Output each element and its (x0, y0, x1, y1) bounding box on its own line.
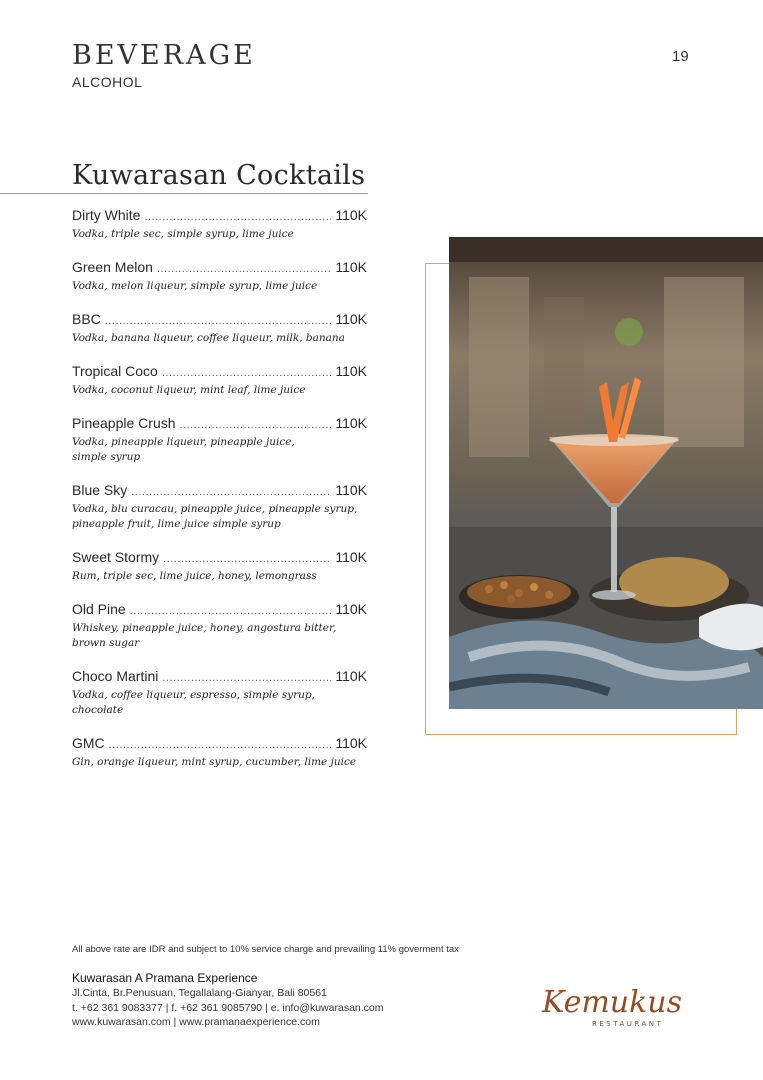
menu-category-subtitle: ALCOHOL (72, 74, 143, 90)
menu-item (72, 549, 367, 584)
menu-category-title: BEVERAGE (72, 40, 256, 71)
menu-item-line (72, 668, 367, 687)
menu-item-ingredients: pineapple fruit, lime juice simple syrup (72, 518, 281, 530)
menu-item-ingredients: chocolate (72, 704, 124, 716)
menu-item-price: 110K (335, 482, 367, 498)
menu-item-line (72, 549, 367, 568)
menu-item-line (72, 415, 367, 434)
dot-leader (109, 737, 332, 754)
menu-item-price: 110K (335, 207, 367, 223)
menu-item-ingredients: Vodka, blu curacau, pineapple juice, pineapple syrup, (72, 503, 358, 515)
section-title: Kuwarasan Cocktails (72, 160, 366, 191)
menu-item-price: 110K (335, 668, 367, 684)
menu-item (72, 207, 367, 242)
menu-item-name: Tropical Coco (72, 363, 158, 379)
menu-item-name: Choco Martini (72, 668, 159, 684)
menu-item-name: Old Pine (72, 601, 126, 617)
menu-item-price: 110K (335, 259, 367, 275)
menu-item-price: 110K (335, 601, 367, 617)
dot-leader (180, 417, 332, 434)
menu-item-ingredients: Vodka, coffee liqueur, espresso, simple syrup, (72, 689, 315, 701)
contact-text: t. +62 361 9083377 | f. +62 361 9085790 | e. info@kuwarasan.com (72, 1002, 384, 1014)
menu-item-ingredients: Vodka, coconut liqueur, mint leaf, lime juice (72, 384, 306, 396)
menu-item-price: 110K (335, 311, 367, 327)
dot-leader (131, 484, 331, 501)
logo-wordmark: Kemukus (542, 985, 683, 1020)
dot-leader (157, 261, 331, 278)
menu-item (72, 415, 367, 465)
menu-item-line (72, 259, 367, 278)
menu-item-line (72, 601, 367, 620)
menu-item-name: Sweet Stormy (72, 549, 160, 565)
menu-item (72, 601, 367, 651)
menu-item-price: 110K (335, 549, 367, 565)
menu-item-price: 110K (335, 363, 367, 379)
section-divider (0, 193, 368, 194)
menu-item-ingredients: Vodka, melon liqueur, simple syrup, lime juice (72, 280, 318, 292)
dot-leader (144, 209, 331, 226)
menu-item-name: BBC (72, 311, 101, 327)
menu-item-name: Pineapple Crush (72, 415, 176, 431)
cocktail-menu-list (72, 207, 367, 787)
company-name: Kuwarasan A Pramana Experience (72, 971, 258, 985)
dot-leader (163, 551, 331, 568)
address-text: Jl.Cinta, Br.Penusuan, Tegallalang-Gianyar, Bali 80561 (72, 987, 327, 999)
menu-item-ingredients: Vodka, triple sec, simple syrup, lime juice (72, 228, 294, 240)
menu-item (72, 363, 367, 398)
logo-tagline: RESTAURANT (592, 1020, 664, 1028)
menu-item (72, 482, 367, 532)
menu-item-line (72, 311, 367, 330)
menu-item-line (72, 207, 367, 226)
kemukus-logo (540, 978, 700, 1034)
menu-item-name: Blue Sky (72, 482, 128, 498)
dot-leader (162, 365, 331, 382)
menu-item-price: 110K (335, 415, 367, 431)
menu-item-ingredients: Vodka, pineapple liqueur, pineapple juice, (72, 436, 295, 448)
menu-item-ingredients: Rum, triple sec, lime juice, honey, lemongrass (72, 570, 317, 582)
menu-item-line (72, 735, 367, 754)
menu-item (72, 259, 367, 294)
dot-leader (162, 670, 331, 687)
menu-item-ingredients: Whiskey, pineapple juice, honey, angostura bitter, (72, 622, 337, 634)
menu-item-ingredients: brown sugar (72, 637, 140, 649)
menu-item-line (72, 482, 367, 501)
menu-item-name: Dirty White (72, 207, 141, 223)
page-number: 19 (672, 48, 689, 65)
menu-item (72, 735, 367, 770)
dot-leader (130, 603, 332, 620)
dot-leader (105, 313, 332, 330)
menu-item-ingredients: simple syrup (72, 451, 141, 463)
menu-item-price: 110K (335, 735, 367, 751)
menu-item (72, 311, 367, 346)
menu-item (72, 668, 367, 718)
menu-item-name: Green Melon (72, 259, 153, 275)
menu-item-ingredients: Vodka, banana liqueur, coffee liqueur, milk, banana (72, 332, 345, 344)
website-text: www.kuwarasan.com | www.pramanaexperience.com (72, 1016, 320, 1028)
tax-note: All above rate are IDR and subject to 10% service charge and prevailing 11% goverment tax (72, 944, 459, 955)
menu-item-line (72, 363, 367, 382)
cocktail-photo (449, 237, 763, 709)
menu-item-name: GMC (72, 735, 105, 751)
menu-item-ingredients: Gin, orange liqueur, mint syrup, cucumber, lime juice (72, 756, 357, 768)
